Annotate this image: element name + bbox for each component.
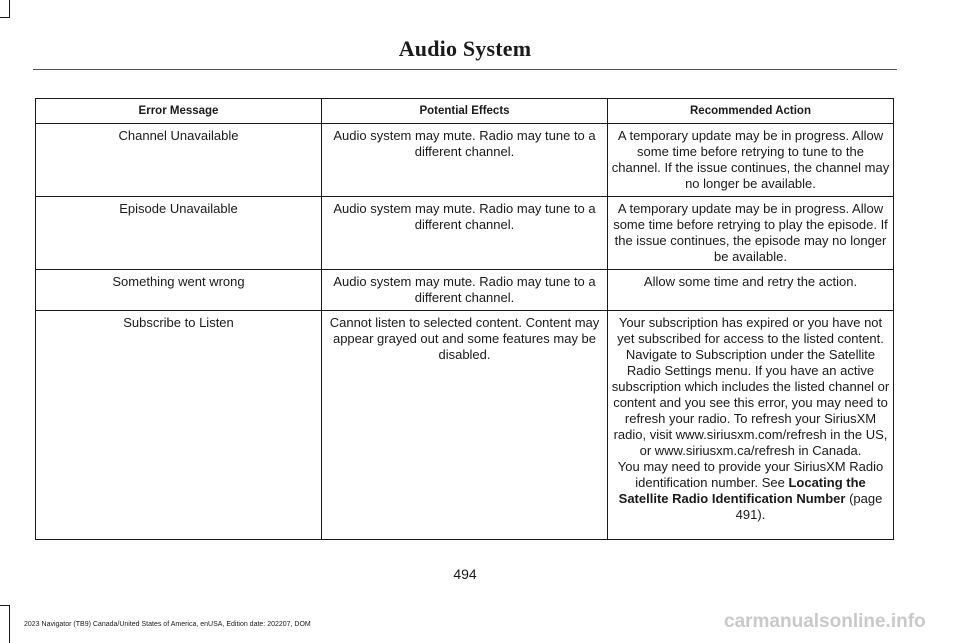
table-header-row xyxy=(36,99,894,124)
note-prefix: You may need to provide your SiriusXM Radio identification number. See xyxy=(617,459,884,490)
error-message-cell: Channel Unavailable xyxy=(36,124,322,197)
column-header-potential-effects: Potential Effects xyxy=(322,99,608,124)
table-row xyxy=(36,270,894,311)
crop-mark-top-left-vertical xyxy=(9,0,10,18)
potential-effects-cell: Audio system may mute. Radio may tune to a different channel. xyxy=(322,270,608,311)
edition-footer: 2023 Navigator (TB9) Canada/United States of America, enUSA, Edition date: 202207, DOM xyxy=(24,621,311,628)
error-message-table xyxy=(35,98,894,540)
potential-effects-cell: Cannot listen to selected content. Content may appear grayed out and some features may be disabled. xyxy=(322,311,608,540)
error-message-cell: Episode Unavailable xyxy=(36,197,322,270)
table-row xyxy=(36,197,894,270)
column-header-error-message: Error Message xyxy=(36,99,322,124)
potential-effects-cell: Audio system may mute. Radio may tune to a different channel. xyxy=(322,124,608,197)
page-number: 494 xyxy=(453,566,477,582)
crop-mark-bottom-left-horizontal xyxy=(0,605,10,606)
recommended-action-text: Your subscription has expired or you have not yet subscribed for access to the listed content. Navigate to Subscription under the Satellite Radio Settings menu. If you have an active subscription which includes the listed channel or content and you see this error, you may need to refresh your radio. To refresh your SiriusXM radio, visit www.siriusxm.com/refresh in the US, or www.siriusxm.ca/refresh in Canada. xyxy=(611,315,890,458)
potential-effects-cell: Audio system may mute. Radio may tune to a different channel. xyxy=(322,197,608,270)
crop-mark-top-left-horizontal xyxy=(0,17,10,18)
crop-mark-bottom-left-vertical xyxy=(9,605,10,643)
table-row xyxy=(36,311,894,540)
recommended-action-cell: Allow some time and retry the action. xyxy=(608,270,894,311)
site-watermark: carmanualsonline.info xyxy=(724,611,926,632)
column-header-recommended-action: Recommended Action xyxy=(608,99,894,124)
header-divider xyxy=(33,69,897,70)
cross-reference-link[interactable]: Locating the Satellite Radio Identification Number xyxy=(618,475,866,506)
note-suffix: (page 491). xyxy=(735,491,883,522)
page-title: Audio System xyxy=(398,36,532,61)
recommended-action-cell xyxy=(608,311,894,540)
error-message-cell: Subscribe to Listen xyxy=(36,311,322,540)
recommended-action-note xyxy=(611,459,890,523)
error-message-cell: Something went wrong xyxy=(36,270,322,311)
table-row xyxy=(36,124,894,197)
recommended-action-cell: A temporary update may be in progress. Allow some time before retrying to tune to the channel. If the issue continues, the channel may no longer be available. xyxy=(608,124,894,197)
recommended-action-cell: A temporary update may be in progress. Allow some time before retrying to play the episode. If the issue continues, the episode may no longer be available. xyxy=(608,197,894,270)
